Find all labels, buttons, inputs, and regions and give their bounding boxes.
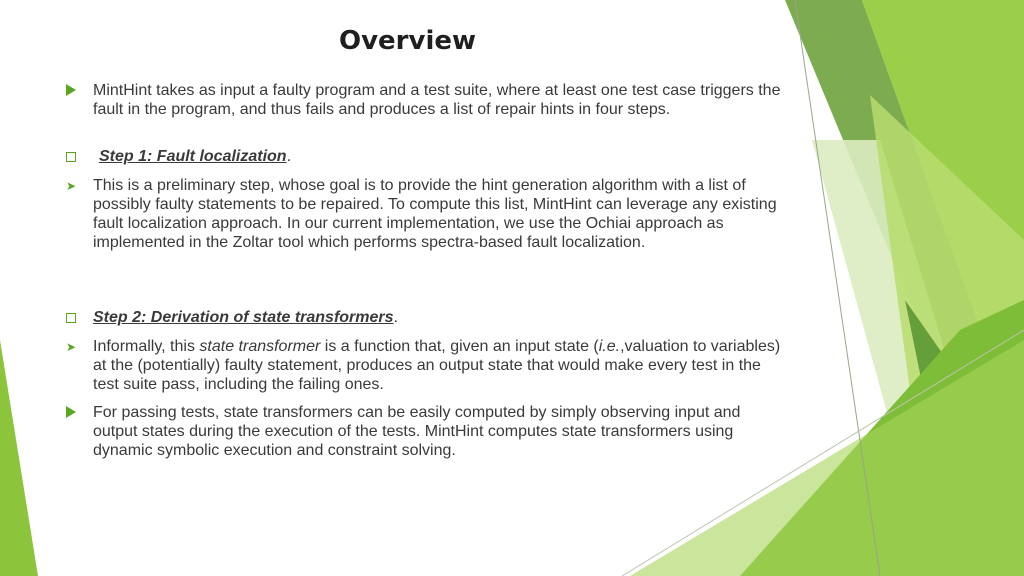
bullet-step1 (62, 147, 782, 166)
chevron-bullet-icon: ➤ (66, 340, 77, 354)
step1-suffix: . (286, 148, 292, 165)
bullet-step2-body (62, 337, 782, 394)
bullet-step2 (62, 308, 782, 327)
step1-body-text: This is a preliminary step, whose goal is to provide the hint generation algorithm with a list of possibly faulty statements to be repaired. To compute this list, MintHint can leverage any existing fault localization approach. In our current implementation, we use the Ochiai approach as implemented in the Zoltar tool which performs spectra-based fault localization. (93, 177, 777, 251)
slide-title: Overview (338, 26, 477, 56)
bullet-passing (62, 403, 782, 460)
left-green-strip (0, 340, 38, 576)
square-bullet-icon (66, 152, 76, 162)
bullet-intro (62, 81, 782, 119)
triangle-bullet-icon (66, 84, 76, 96)
step2-body-text: Informally, this state transformer is a function that, given an input state (i.e.,valuation to variables) at the (potentially) faulty statement, produces an output state that would make every test in the test suite pass, including the failing ones. (93, 338, 781, 393)
square-bullet-icon (66, 313, 76, 323)
intro-text: MintHint takes as input a faulty program and a test suite, where at least one test case triggers the fault in the program, and thus fails and produces a list of repair hints in four steps. (93, 82, 781, 118)
triangle-bullet-icon (66, 406, 76, 418)
passing-text: For passing tests, state transformers can be easily computed by simply observing input and output states during the execution of the tests. MintHint computes state transformers using dynamic symbolic execution and constraint solving. (93, 404, 741, 459)
bullet-step1-body (62, 176, 782, 252)
step2-suffix: . (393, 309, 398, 326)
chevron-bullet-icon: ➤ (66, 179, 77, 193)
step1-heading: Step 1: Fault localization (99, 148, 287, 165)
step2-heading: Step 2: Derivation of state transformers (93, 309, 394, 326)
